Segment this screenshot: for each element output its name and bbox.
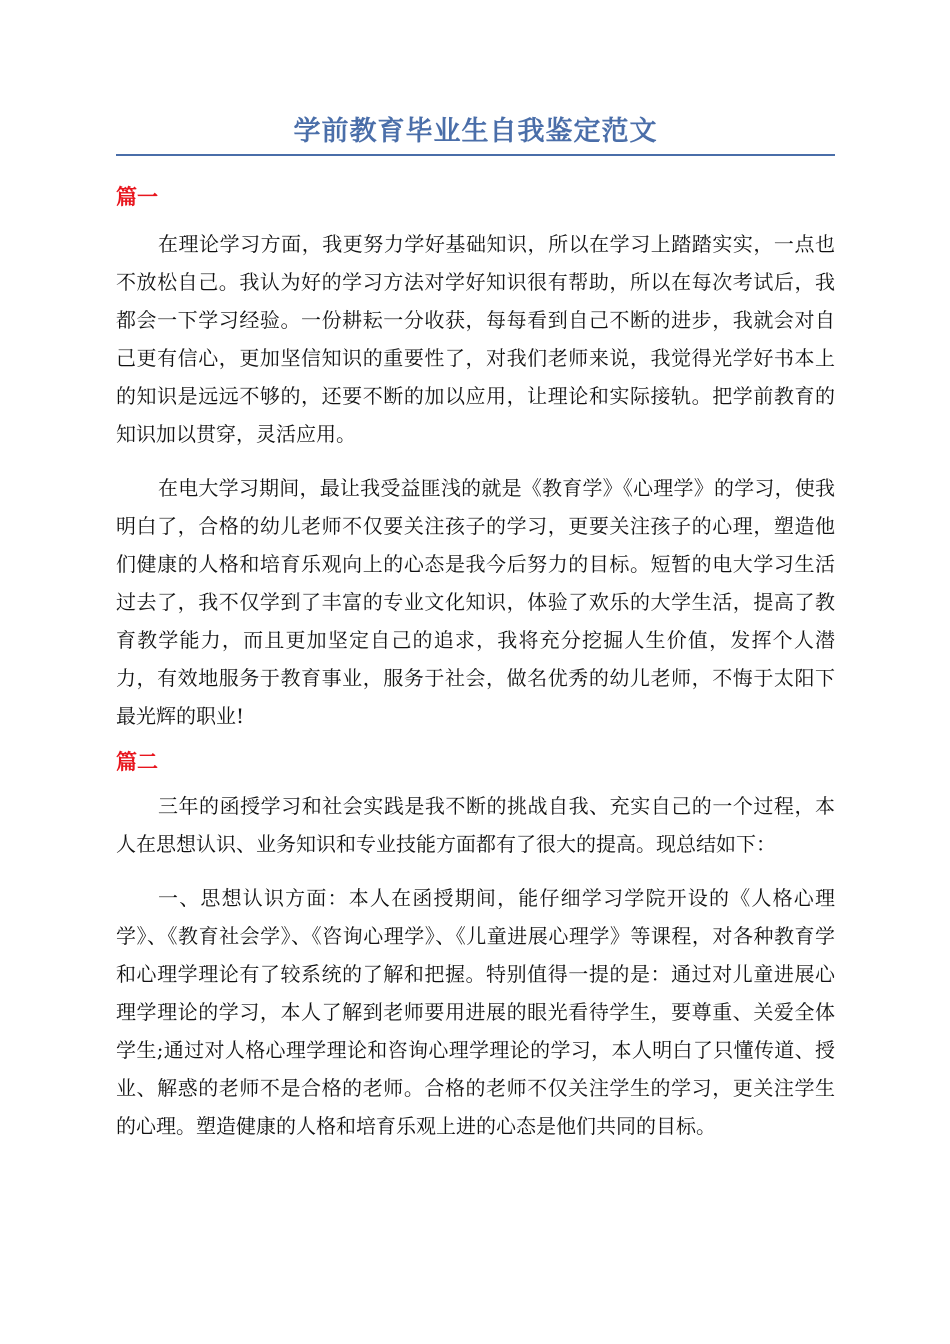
- section-2-paragraph-2: 一、思想认识方面：本人在函授期间，能仔细学习学院开设的《人格心理学》、《教育社会学》、《咨询心理学》、《儿童进展心理学》等课程，对各种教育学和心理学理论有了较系统的了解和把握。特别值得一提的是：通过对儿童进展心理学理论的学习，本人了解到老师要用进展的眼光看待学生，要尊重、关爱全体学生;通过对人格心理学理论和咨询心理学理论的学习，本人明白了只懂传道、授业、解惑的老师不是合格的老师。合格的老师不仅关注学生的学习，更关注学生的心理。塑造健康的人格和培育乐观上进的心态是他们共同的目标。: [116, 886, 835, 1138]
- section-heading-2: 篇二: [116, 750, 158, 774]
- section-heading-1: 篇一: [116, 185, 158, 209]
- document-title: 学前教育毕业生自我鉴定范文: [293, 116, 658, 147]
- document-page: [116, 110, 835, 1145]
- section-1-paragraph-2: 在电大学习期间，最让我受益匪浅的就是《教育学》《心理学》的学习，使我明白了，合格的幼儿老师不仅要关注孩子的学习，更要关注孩子的心理，塑造他们健康的人格和培育乐观向上的心态是我今后努力的目标。短暂的电大学习生活过去了，我不仅学到了丰富的专业文化知识，体验了欢乐的大学生活，提高了教育教学能力，而且更加坚定自己的追求，我将充分挖掘人生价值，发挥个人潜力，有效地服务于教育事业，服务于社会，做名优秀的幼儿老师，不悔于太阳下最光辉的职业!: [116, 476, 835, 728]
- section-1-paragraph-1: 在理论学习方面，我更努力学好基础知识，所以在学习上踏踏实实，一点也不放松自己。我认为好的学习方法对学好知识很有帮助，所以在每次考试后，我都会一下学习经验。一份耕耘一分收获，每每看到自己不断的进步，我就会对自己更有信心，更加坚信知识的重要性了，对我们老师来说，我觉得光学好书本上的知识是远远不够的，还要不断的加以应用，让理论和实际接轨。把学前教育的知识加以贯穿，灵活应用。: [116, 232, 835, 446]
- section-2-paragraph-1: 三年的函授学习和社会实践是我不断的挑战自我、充实自己的一个过程，本人在思想认识、业务知识和专业技能方面都有了很大的提高。现总结如下：: [116, 794, 835, 856]
- title-underline: [116, 154, 835, 156]
